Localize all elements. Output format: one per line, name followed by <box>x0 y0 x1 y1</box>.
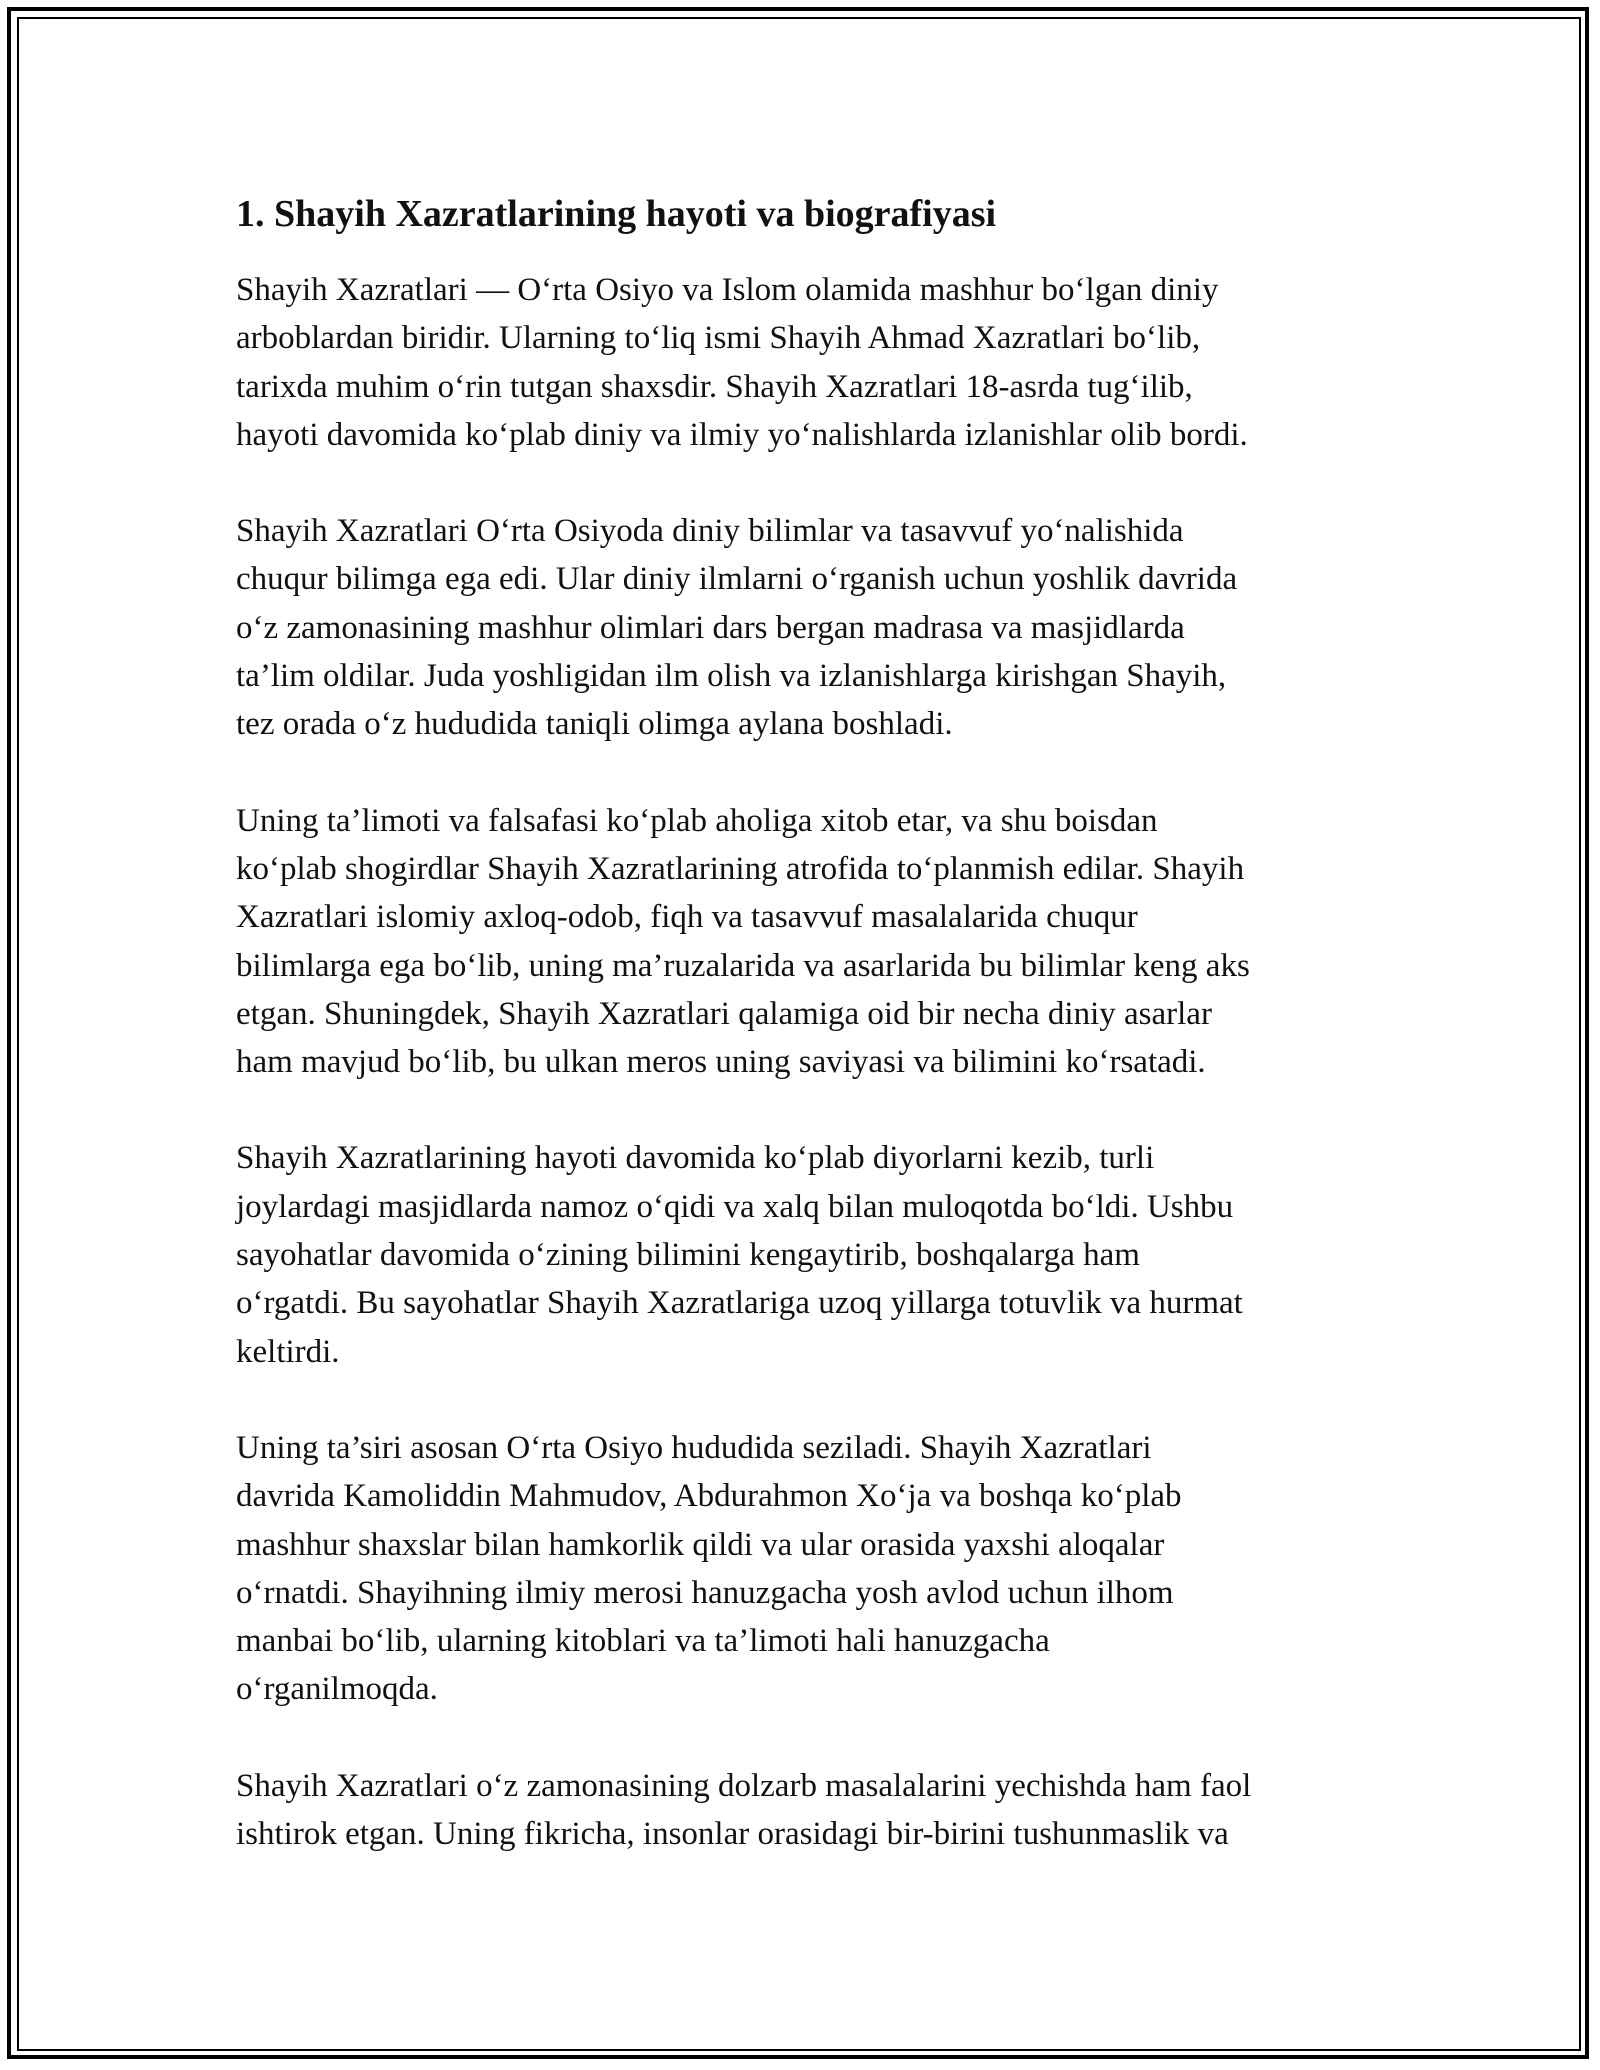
paragraph-6: Shayih Xazratlari o‘z zamonasining dolzarb masalalarini yechishda ham faol ishtirok etgan. Uning fikricha, insonlar orasidagi bir-birini tushunmaslik va <box>236 1767 1252 1853</box>
paragraph-3: Uning ta’limoti va falsafasi ko‘plab aholiga xitob etar, va shu boisdan ko‘plab shogirdlar Shayih Xazratlarining atrofida to‘planmish edilar. Shayih Xazratlari islomiy axloq-odob, fiqh va tasavvuf masalalarida chuqur bilimlarga ega bo‘lib, uning ma’ruzalarida va asarlarida bu bilimlar keng aks etgan. Shuningdek, Shayih Xazratlari qalamiga oid bir necha diniy asarlar ham mavjud bo‘lib, bu ulkan meros uning saviyasi va bilimini ko‘rsatadi. <box>236 802 1250 1081</box>
paragraph-2: Shayih Xazratlari O‘rta Osiyoda diniy bilimlar va tasavvuf yo‘nalishida chuqur bilimga ega edi. Ular diniy ilmlarni o‘rganish uchun yoshlik davrida o‘z zamonasining mashhur olimlari dars bergan madrasa va masjidlarda ta’lim oldilar. Juda yoshligidan ilm olish va izlanishlarga kirishgan Shayih, tez orada o‘z hududida taniqli olimga aylana boshladi. <box>236 513 1238 743</box>
section-heading: 1. Shayih Xazratlarining hayoti va biografiyasi <box>236 193 997 235</box>
document-body <box>236 186 1386 1906</box>
paragraph-1: Shayih Xazratlari — O‘rta Osiyo va Islom olamida mashhur bo‘lgan diniy arboblardan biridir. Ularning to‘liq ismi Shayih Ahmad Xazratlari bo‘lib, tarixda muhim o‘rin tutgan shaxsdir. Shayih Xazratlari 18-asrda tug‘ilib, hayoti davomida ko‘plab diniy va ilmiy yo‘nalishlarda izlanishlar olib bordi. <box>236 272 1248 453</box>
paragraph-4: Shayih Xazratlarining hayoti davomida ko‘plab diyorlarni kezib, turli joylardagi masjidlarda namoz o‘qidi va xalq bilan muloqotda bo‘ldi. Ushbu sayohatlar davomida o‘zining bilimini kengaytirib, boshqalarga ham o‘rgatdi. Bu sayohatlar Shayih Xazratlariga uzoq yillarga totuvlik va hurmat keltirdi. <box>236 1140 1243 1370</box>
paragraph-5: Uning ta’siri asosan O‘rta Osiyo hududida seziladi. Shayih Xazratlari davrida Kamoliddin Mahmudov, Abdurahmon Xo‘ja va boshqa ko‘plab mashhur shaxslar bilan hamkorlik qildi va ular orasida yaxshi aloqalar o‘rnatdi. Shayihning ilmiy merosi hanuzgacha yosh avlod uchun ilhom manbai bo‘lib, ularning kitoblari va ta’limoti hali hanuzgacha o‘rganilmoqda. <box>236 1429 1182 1708</box>
